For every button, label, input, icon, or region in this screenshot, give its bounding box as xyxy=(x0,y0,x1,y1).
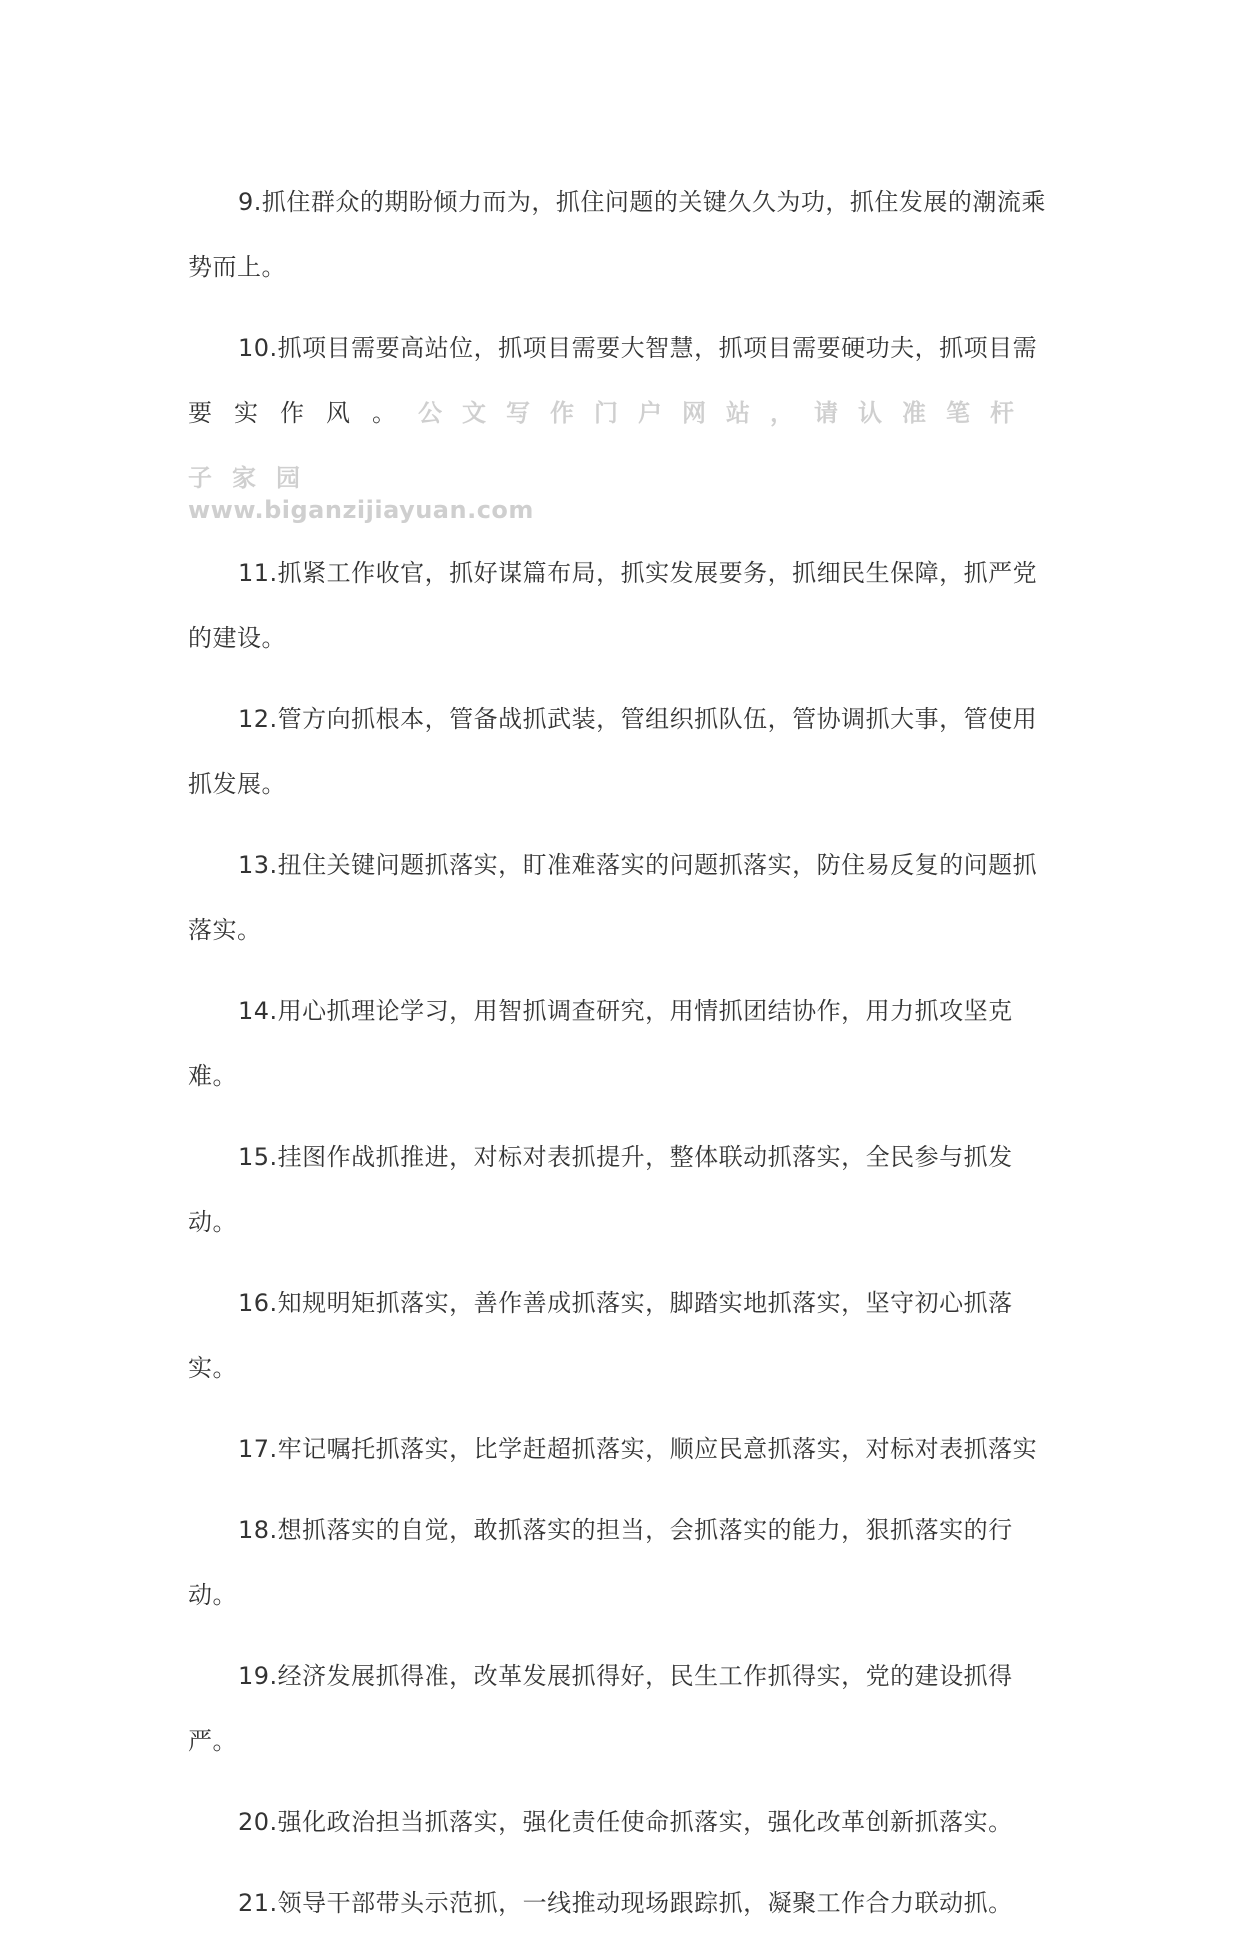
paragraph-9 xyxy=(188,170,1058,300)
paragraph-19 xyxy=(188,1644,1058,1774)
paragraph-number: 18. xyxy=(238,1516,278,1544)
paragraph-number: 10. xyxy=(238,334,278,362)
paragraph-21 xyxy=(188,1871,1058,1936)
paragraph-text-tail: 要实作风。 xyxy=(188,399,418,427)
paragraph-number: 13. xyxy=(238,851,278,879)
paragraph-14 xyxy=(188,979,1058,1109)
paragraph-number: 21. xyxy=(238,1889,278,1917)
paragraph-number: 9. xyxy=(238,188,262,216)
paragraph-18 xyxy=(188,1498,1058,1628)
paragraph-number: 17. xyxy=(238,1435,278,1463)
paragraph-text: 抓项目需要高站位，抓项目需要大智慧，抓项目需要硬功夫，抓项目需 xyxy=(277,334,1038,362)
paragraph-number: 11. xyxy=(238,559,278,587)
watermark-url: www.biganzijiayuan.com xyxy=(188,496,534,524)
paragraph-text: 牢记嘱托抓落实，比学赶超抓落实，顺应民意抓落实，对标对表抓落实 xyxy=(277,1435,1038,1463)
paragraph-16 xyxy=(188,1271,1058,1401)
document-page xyxy=(188,170,1058,1952)
paragraph-text: 经济发展抓得准，改革发展抓得好，民生工作抓得实，党的建设抓得严。 xyxy=(188,1662,1013,1755)
paragraph-number: 12. xyxy=(238,705,278,733)
paragraph-text: 强化政治担当抓落实，强化责任使命抓落实，强化改革创新抓落实。 xyxy=(277,1808,1013,1836)
paragraph-13 xyxy=(188,833,1058,963)
paragraph-number: 20. xyxy=(238,1808,278,1836)
paragraph-text: 管方向抓根本，管备战抓武装，管组织抓队伍，管协调抓大事，管使用抓发展。 xyxy=(188,705,1038,798)
paragraph-text: 想抓落实的自觉，敢抓落实的担当，会抓落实的能力，狠抓落实的行动。 xyxy=(188,1516,1013,1609)
paragraph-12 xyxy=(188,687,1058,817)
paragraph-text: 用心抓理论学习，用智抓调查研究，用情抓团结协作，用力抓攻坚克难。 xyxy=(188,997,1013,1090)
paragraph-20 xyxy=(188,1790,1058,1855)
paragraph-text: 抓住群众的期盼倾力而为，抓住问题的关键久久为功，抓住发展的潮流乘势而上。 xyxy=(188,188,1046,281)
paragraph-number: 14. xyxy=(238,997,278,1025)
paragraph-15 xyxy=(188,1125,1058,1255)
paragraph-text: 领导干部带头示范抓，一线推动现场跟踪抓，凝聚工作合力联动抓。 xyxy=(277,1889,1013,1917)
paragraph-number: 15. xyxy=(238,1143,278,1171)
paragraph-10 xyxy=(188,316,1058,525)
paragraph-text: 知规明矩抓落实，善作善成抓落实，脚踏实地抓落实，坚守初心抓落实。 xyxy=(188,1289,1013,1382)
paragraph-11 xyxy=(188,541,1058,671)
paragraph-number: 16. xyxy=(238,1289,278,1317)
paragraph-number: 19. xyxy=(238,1662,278,1690)
paragraph-text: 挂图作战抓推进，对标对表抓提升，整体联动抓落实，全民参与抓发动。 xyxy=(188,1143,1013,1236)
paragraph-17 xyxy=(188,1417,1058,1482)
paragraph-text: 抓紧工作收官，抓好谋篇布局，抓实发展要务，抓细民生保障，抓严党的建设。 xyxy=(188,559,1038,652)
paragraph-text: 扭住关键问题抓落实，盯准难落实的问题抓落实，防住易反复的问题抓落实。 xyxy=(188,851,1038,944)
watermark-text: 公文写作门户网站，请认准笔杆子家园 xyxy=(188,399,1034,492)
